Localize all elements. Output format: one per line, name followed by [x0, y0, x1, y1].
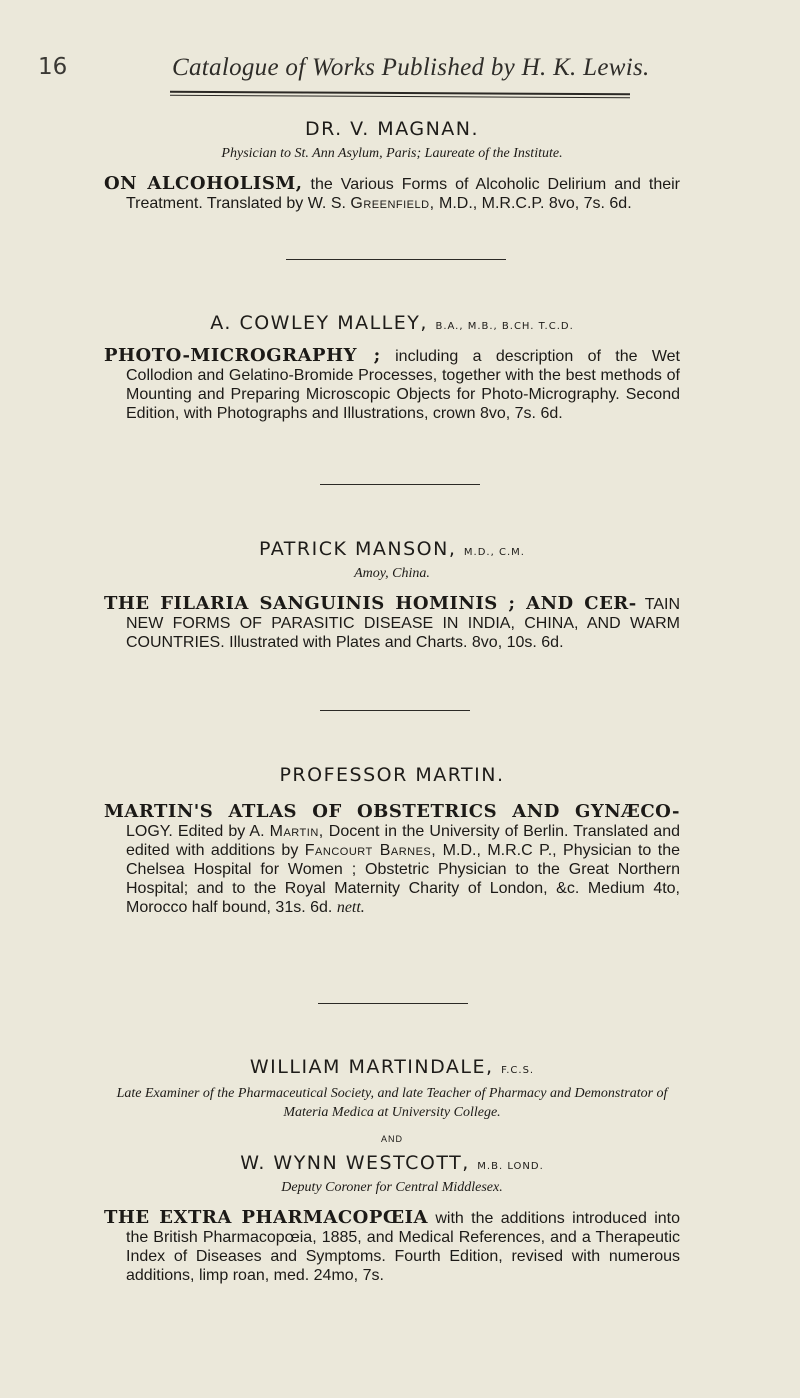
- entry-malley: [104, 312, 680, 423]
- section-divider: [320, 484, 480, 485]
- book-description: [104, 174, 680, 213]
- book-title: PHOTO-MICROGRAPHY ;: [104, 345, 381, 366]
- author-name-text: WILLIAM MARTINDALE,: [249, 1056, 494, 1078]
- author-degrees: B.A., M.B., B.CH. T.C.D.: [435, 321, 574, 332]
- description-text: TAIN NEW FORMS OF PARASITIC DISEASE IN INDIA, CHINA, AND WARM COUNTRIES. Illustrated with Plates and Charts. 8vo, 10s. 6d.: [126, 596, 681, 651]
- author-degrees: F.C.S.: [501, 1065, 535, 1076]
- coauthor-affiliation: Deputy Coroner for Central Middlesex.: [281, 1180, 503, 1195]
- book-description: [104, 802, 680, 917]
- translator-name: Fancourt Barnes,: [304, 842, 437, 859]
- book-title: MARTIN'S ATLAS OF OBSTETRICS AND GYNÆCO-: [104, 801, 680, 822]
- author-name: [104, 538, 680, 560]
- author-name-text: A. COWLEY MALLEY,: [210, 312, 428, 334]
- author-affiliation: Amoy, China.: [354, 566, 430, 581]
- book-title: ON ALCOHOLISM,: [104, 173, 303, 194]
- coauthor-name: [104, 1152, 680, 1174]
- entry-manson: [104, 538, 680, 652]
- author-name: DR. V. MAGNAN.: [304, 118, 480, 140]
- description-text-mid: Docent in the University of Berlin. Translated and edited with additions by: [126, 823, 681, 859]
- section-divider: [286, 259, 506, 260]
- book-description: [104, 594, 680, 652]
- book-title: THE EXTRA PHARMACOPŒIA: [104, 1207, 428, 1228]
- author-name: [104, 1056, 680, 1078]
- author-name-text: PATRICK MANSON,: [259, 538, 457, 560]
- book-title: THE FILARIA SANGUINIS HOMINIS ; AND CER-: [104, 593, 637, 614]
- section-divider: [318, 1003, 468, 1004]
- author-degrees: M.D., C.M.: [463, 547, 525, 558]
- translator-name: Greenfield,: [350, 195, 435, 212]
- editor-name: Martin,: [269, 823, 324, 840]
- entry-magnan: [104, 118, 680, 213]
- description-text-end: M.D., M.R.C P., Physician to the Chelsea Hospital for Women ; Obstetric Physician to the Great Northern Hospital; and to the Royal Maternity Charity of London, &c. Medium 4to, Morocco half bound, 31s. 6d.: [126, 842, 681, 916]
- author-affiliation: Physician to St. Ann Asylum, Paris; Laureate of the Institute.: [221, 146, 563, 161]
- author-affiliation: Late Examiner of the Pharmaceutical Society, and late Teacher of Pharmacy and Demonstrator of Materia Medica at University College.: [116, 1086, 668, 1120]
- coauthor-name-text: W. WYNN WESTCOTT,: [240, 1152, 470, 1174]
- section-divider: [320, 710, 470, 711]
- author-name: PROFESSOR MARTIN.: [279, 764, 505, 786]
- description-text-end: M.D., M.R.C.P. 8vo, 7s. 6d.: [438, 195, 632, 212]
- page-number: 16: [38, 54, 68, 80]
- description-text: LOGY. Edited by A.: [126, 823, 265, 840]
- description-text: with the additions introduced into the British Pharmacopœia, 1885, and Medical References, and a Therapeutic Index of Diseases and Symptoms. Fourth Edition, revised with numerous additions, limp roan, med. 24mo, 7s.: [126, 1210, 681, 1284]
- header-rule-thin: [170, 95, 630, 98]
- running-head: Catalogue of Works Published by H. K. Lewis.: [172, 54, 650, 81]
- book-description: [104, 1208, 680, 1285]
- coauthor-degrees: M.B. LOND.: [477, 1161, 544, 1172]
- description-text: the Various Forms of Alcoholic Delirium and their Treatment. Translated by W. S.: [126, 176, 681, 212]
- description-text: including a description of the Wet Collodion and Gelatino-Bromide Processes, together with the best methods of Mounting and Preparing Microscopic Objects for Photo-Micrography. Second Edition, with Photographs and Illustrations, crown 8vo, 7s. 6d.: [126, 348, 681, 422]
- price-note: nett.: [336, 899, 365, 916]
- entry-martindale: [104, 1056, 680, 1285]
- book-description: [104, 346, 680, 423]
- author-name: [104, 312, 680, 334]
- entry-martin: [104, 764, 680, 917]
- and-label: AND: [380, 1134, 403, 1144]
